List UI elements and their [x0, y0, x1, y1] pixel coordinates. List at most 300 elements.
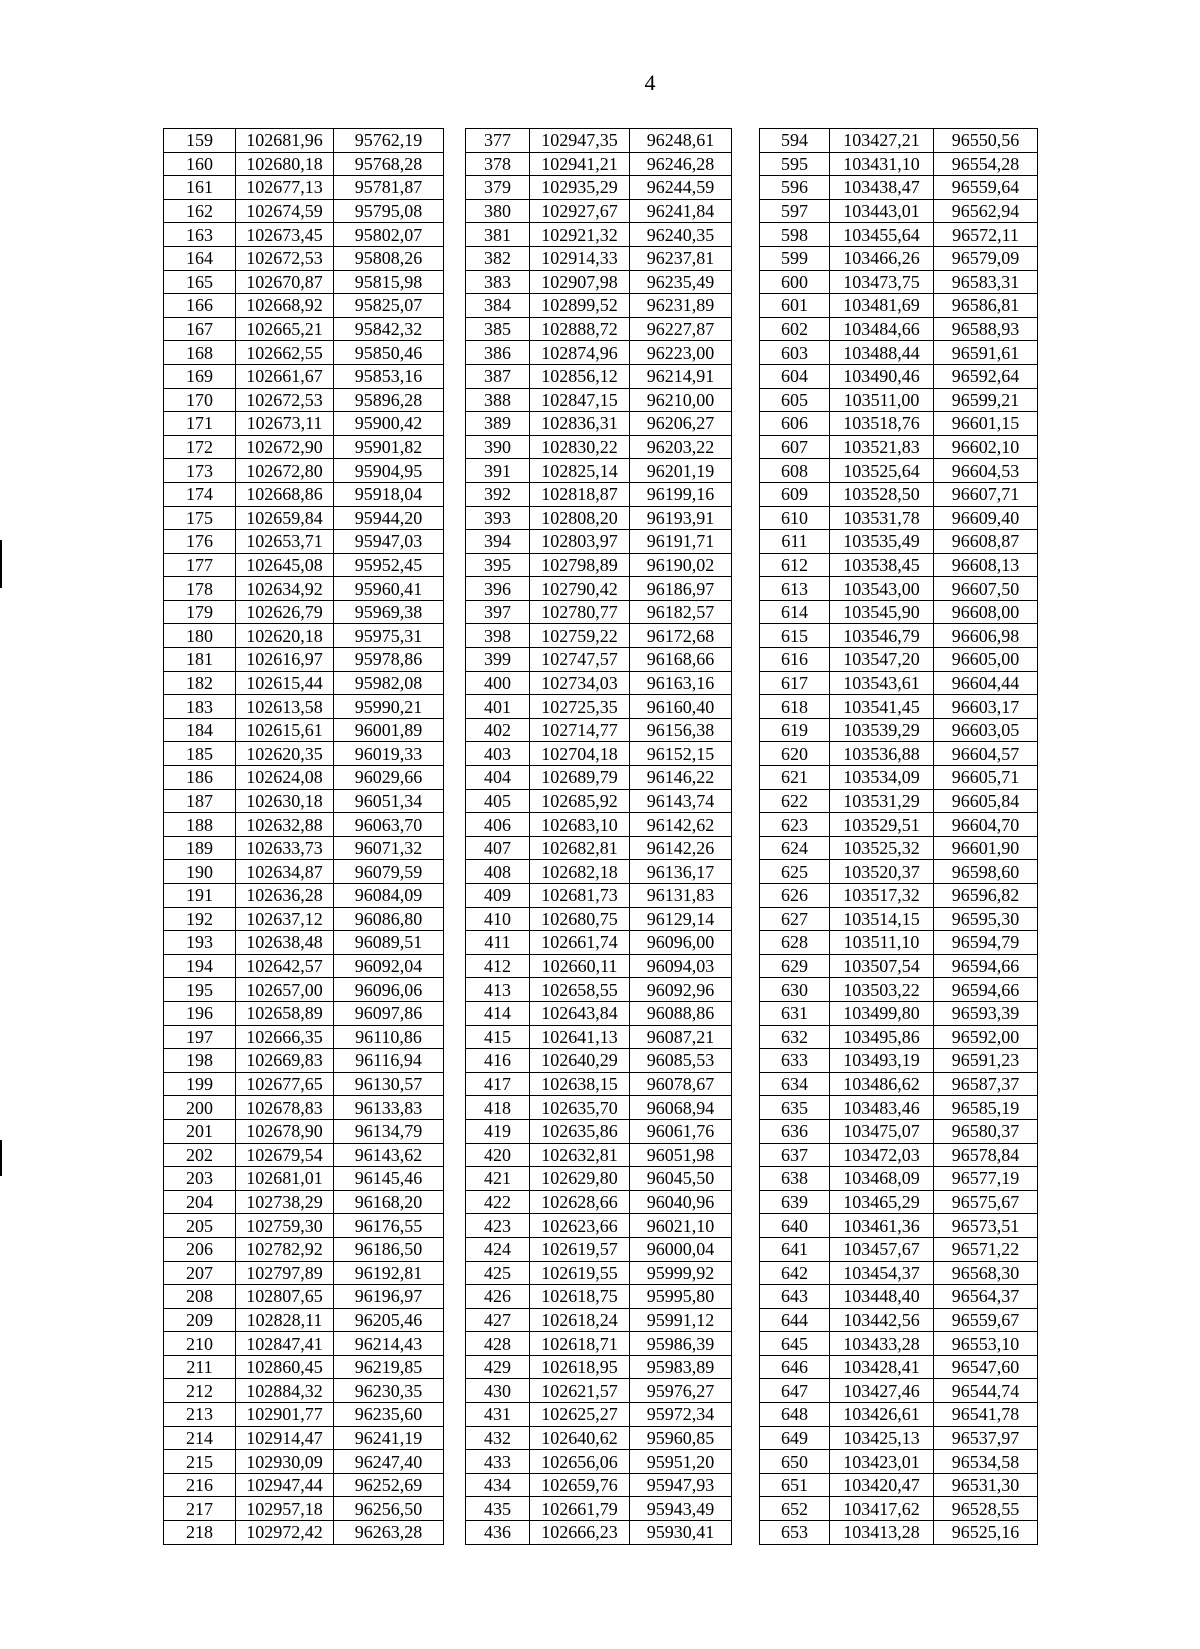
cell-point-number: 212 [164, 1379, 236, 1403]
cell-x-coordinate: 103425,13 [830, 1426, 934, 1450]
cell-point-number: 621 [760, 766, 830, 790]
cell-point-number: 180 [164, 624, 236, 648]
cell-y-coordinate: 96168,20 [334, 1190, 444, 1214]
cell-y-coordinate: 96086,80 [334, 907, 444, 931]
cell-y-coordinate: 96248,61 [630, 129, 732, 153]
cell-point-number: 651 [760, 1473, 830, 1497]
cell-point-number: 397 [466, 600, 530, 624]
cell-point-number: 604 [760, 364, 830, 388]
cell-point-number: 194 [164, 954, 236, 978]
cell-y-coordinate: 96235,60 [334, 1403, 444, 1427]
cell-y-coordinate: 96214,43 [334, 1332, 444, 1356]
column-separator [732, 1001, 760, 1025]
table-row [164, 506, 1038, 530]
cell-point-number: 380 [466, 199, 530, 223]
cell-point-number: 414 [466, 1001, 530, 1025]
cell-y-coordinate: 96588,93 [934, 317, 1038, 341]
column-separator [444, 1497, 466, 1521]
cell-y-coordinate: 96572,11 [934, 223, 1038, 247]
cell-point-number: 612 [760, 553, 830, 577]
column-separator [732, 270, 760, 294]
column-separator [732, 1332, 760, 1356]
cell-point-number: 435 [466, 1497, 530, 1521]
cell-x-coordinate: 102930,09 [236, 1450, 334, 1474]
table-row [164, 789, 1038, 813]
cell-x-coordinate: 103481,69 [830, 294, 934, 318]
cell-x-coordinate: 102665,21 [236, 317, 334, 341]
cell-x-coordinate: 102677,13 [236, 176, 334, 200]
cell-point-number: 432 [466, 1426, 530, 1450]
cell-x-coordinate: 102874,96 [530, 341, 630, 365]
cell-point-number: 396 [466, 577, 530, 601]
cell-x-coordinate: 103442,56 [830, 1308, 934, 1332]
cell-x-coordinate: 102683,10 [530, 813, 630, 837]
table-row [164, 1473, 1038, 1497]
column-separator [444, 1072, 466, 1096]
cell-point-number: 383 [466, 270, 530, 294]
cell-x-coordinate: 103465,29 [830, 1190, 934, 1214]
cell-point-number: 387 [466, 364, 530, 388]
cell-x-coordinate: 102635,70 [530, 1096, 630, 1120]
cell-x-coordinate: 102656,06 [530, 1450, 630, 1474]
cell-y-coordinate: 96219,85 [334, 1355, 444, 1379]
cell-point-number: 182 [164, 671, 236, 695]
table-row [164, 553, 1038, 577]
cell-point-number: 622 [760, 789, 830, 813]
table-row [164, 482, 1038, 506]
cell-x-coordinate: 103547,20 [830, 648, 934, 672]
cell-y-coordinate: 95969,38 [334, 600, 444, 624]
cell-y-coordinate: 96605,84 [934, 789, 1038, 813]
cell-y-coordinate: 96160,40 [630, 695, 732, 719]
column-separator [444, 1450, 466, 1474]
cell-x-coordinate: 102620,18 [236, 624, 334, 648]
cell-x-coordinate: 103543,61 [830, 671, 934, 695]
cell-y-coordinate: 95781,87 [334, 176, 444, 200]
cell-x-coordinate: 103531,29 [830, 789, 934, 813]
cell-y-coordinate: 96045,50 [630, 1167, 732, 1191]
cell-x-coordinate: 102657,00 [236, 978, 334, 1002]
cell-x-coordinate: 102658,55 [530, 978, 630, 1002]
cell-x-coordinate: 102672,53 [236, 246, 334, 270]
cell-point-number: 403 [466, 742, 530, 766]
cell-x-coordinate: 102782,92 [236, 1237, 334, 1261]
cell-x-coordinate: 102935,29 [530, 176, 630, 200]
column-separator [444, 1355, 466, 1379]
cell-y-coordinate: 95795,08 [334, 199, 444, 223]
table-row [164, 246, 1038, 270]
cell-point-number: 415 [466, 1025, 530, 1049]
cell-point-number: 195 [164, 978, 236, 1002]
cell-x-coordinate: 103521,83 [830, 435, 934, 459]
cell-point-number: 603 [760, 341, 830, 365]
cell-x-coordinate: 102619,57 [530, 1237, 630, 1261]
cell-y-coordinate: 96263,28 [334, 1521, 444, 1545]
cell-point-number: 601 [760, 294, 830, 318]
column-separator [732, 482, 760, 506]
cell-point-number: 164 [164, 246, 236, 270]
column-separator [732, 1190, 760, 1214]
cell-x-coordinate: 102661,79 [530, 1497, 630, 1521]
table-row [164, 459, 1038, 483]
cell-point-number: 210 [164, 1332, 236, 1356]
cell-x-coordinate: 102888,72 [530, 317, 630, 341]
cell-point-number: 218 [164, 1521, 236, 1545]
column-separator [444, 553, 466, 577]
cell-y-coordinate: 96163,16 [630, 671, 732, 695]
cell-y-coordinate: 96029,66 [334, 766, 444, 790]
cell-x-coordinate: 103546,79 [830, 624, 934, 648]
column-separator [444, 954, 466, 978]
cell-x-coordinate: 103486,62 [830, 1072, 934, 1096]
cell-point-number: 631 [760, 1001, 830, 1025]
cell-y-coordinate: 96580,37 [934, 1119, 1038, 1143]
cell-y-coordinate: 96071,32 [334, 836, 444, 860]
cell-x-coordinate: 102640,62 [530, 1426, 630, 1450]
cell-x-coordinate: 102818,87 [530, 482, 630, 506]
cell-y-coordinate: 96136,17 [630, 860, 732, 884]
cell-point-number: 183 [164, 695, 236, 719]
cell-x-coordinate: 102632,81 [530, 1143, 630, 1167]
cell-y-coordinate: 96587,37 [934, 1072, 1038, 1096]
cell-y-coordinate: 95975,31 [334, 624, 444, 648]
cell-x-coordinate: 102618,95 [530, 1355, 630, 1379]
cell-x-coordinate: 102640,29 [530, 1049, 630, 1073]
column-separator [732, 907, 760, 931]
cell-x-coordinate: 102618,71 [530, 1332, 630, 1356]
cell-x-coordinate: 102914,33 [530, 246, 630, 270]
cell-y-coordinate: 96084,09 [334, 884, 444, 908]
cell-y-coordinate: 95982,08 [334, 671, 444, 695]
table-row [164, 317, 1038, 341]
cell-y-coordinate: 96577,19 [934, 1167, 1038, 1191]
cell-point-number: 407 [466, 836, 530, 860]
column-separator [732, 246, 760, 270]
cell-y-coordinate: 96601,90 [934, 836, 1038, 860]
cell-point-number: 188 [164, 813, 236, 837]
table-row [164, 176, 1038, 200]
cell-x-coordinate: 103514,15 [830, 907, 934, 931]
column-separator [732, 1119, 760, 1143]
column-separator [732, 459, 760, 483]
column-separator [444, 270, 466, 294]
cell-x-coordinate: 102734,03 [530, 671, 630, 695]
cell-y-coordinate: 96051,98 [630, 1143, 732, 1167]
cell-y-coordinate: 96142,26 [630, 836, 732, 860]
cell-point-number: 382 [466, 246, 530, 270]
cell-x-coordinate: 103511,00 [830, 388, 934, 412]
column-separator [444, 1426, 466, 1450]
cell-y-coordinate: 96591,23 [934, 1049, 1038, 1073]
cell-y-coordinate: 96156,38 [630, 718, 732, 742]
cell-y-coordinate: 96603,17 [934, 695, 1038, 719]
cell-y-coordinate: 96087,21 [630, 1025, 732, 1049]
column-separator [444, 766, 466, 790]
cell-x-coordinate: 103539,29 [830, 718, 934, 742]
cell-y-coordinate: 95991,12 [630, 1308, 732, 1332]
cell-y-coordinate: 95999,92 [630, 1261, 732, 1285]
column-separator [732, 1379, 760, 1403]
cell-x-coordinate: 103466,26 [830, 246, 934, 270]
cell-y-coordinate: 95808,26 [334, 246, 444, 270]
cell-x-coordinate: 103472,03 [830, 1143, 934, 1167]
table-row [164, 1119, 1038, 1143]
cell-x-coordinate: 102658,89 [236, 1001, 334, 1025]
cell-x-coordinate: 102619,55 [530, 1261, 630, 1285]
cell-y-coordinate: 96554,28 [934, 152, 1038, 176]
table-row [164, 954, 1038, 978]
cell-point-number: 201 [164, 1119, 236, 1143]
cell-point-number: 170 [164, 388, 236, 412]
cell-y-coordinate: 96604,70 [934, 813, 1038, 837]
cell-x-coordinate: 103525,32 [830, 836, 934, 860]
cell-y-coordinate: 96061,76 [630, 1119, 732, 1143]
cell-y-coordinate: 96079,59 [334, 860, 444, 884]
table-row [164, 1355, 1038, 1379]
cell-point-number: 204 [164, 1190, 236, 1214]
cell-y-coordinate: 96134,79 [334, 1119, 444, 1143]
cell-y-coordinate: 96240,35 [630, 223, 732, 247]
cell-point-number: 638 [760, 1167, 830, 1191]
column-separator [732, 435, 760, 459]
column-separator [444, 1167, 466, 1191]
column-separator [444, 695, 466, 719]
cell-y-coordinate: 96116,94 [334, 1049, 444, 1073]
column-separator [732, 1096, 760, 1120]
scan-edge-mark [0, 1140, 2, 1176]
column-separator [732, 766, 760, 790]
cell-x-coordinate: 102660,11 [530, 954, 630, 978]
column-separator [444, 482, 466, 506]
cell-y-coordinate: 96593,39 [934, 1001, 1038, 1025]
cell-y-coordinate: 96152,15 [630, 742, 732, 766]
cell-x-coordinate: 102682,81 [530, 836, 630, 860]
cell-x-coordinate: 103493,19 [830, 1049, 934, 1073]
cell-x-coordinate: 102856,12 [530, 364, 630, 388]
cell-y-coordinate: 95904,95 [334, 459, 444, 483]
cell-point-number: 213 [164, 1403, 236, 1427]
cell-y-coordinate: 96599,21 [934, 388, 1038, 412]
cell-point-number: 189 [164, 836, 236, 860]
column-separator [444, 506, 466, 530]
cell-point-number: 173 [164, 459, 236, 483]
cell-y-coordinate: 95952,45 [334, 553, 444, 577]
cell-point-number: 196 [164, 1001, 236, 1025]
cell-y-coordinate: 96088,86 [630, 1001, 732, 1025]
column-separator [444, 223, 466, 247]
cell-x-coordinate: 103473,75 [830, 270, 934, 294]
cell-point-number: 620 [760, 742, 830, 766]
cell-x-coordinate: 102780,77 [530, 600, 630, 624]
cell-y-coordinate: 96193,91 [630, 506, 732, 530]
cell-point-number: 618 [760, 695, 830, 719]
cell-point-number: 595 [760, 152, 830, 176]
column-separator [732, 1214, 760, 1238]
table-row [164, 1379, 1038, 1403]
cell-point-number: 384 [466, 294, 530, 318]
cell-point-number: 422 [466, 1190, 530, 1214]
cell-y-coordinate: 96063,70 [334, 813, 444, 837]
cell-y-coordinate: 95762,19 [334, 129, 444, 153]
scan-edge-mark [0, 540, 2, 588]
cell-y-coordinate: 96575,67 [934, 1190, 1038, 1214]
cell-point-number: 402 [466, 718, 530, 742]
cell-x-coordinate: 102666,35 [236, 1025, 334, 1049]
column-separator [732, 199, 760, 223]
cell-x-coordinate: 103495,86 [830, 1025, 934, 1049]
cell-point-number: 611 [760, 530, 830, 554]
column-separator [444, 176, 466, 200]
cell-y-coordinate: 96606,98 [934, 624, 1038, 648]
cell-y-coordinate: 96608,87 [934, 530, 1038, 554]
cell-point-number: 417 [466, 1072, 530, 1096]
cell-y-coordinate: 96598,60 [934, 860, 1038, 884]
cell-y-coordinate: 96607,71 [934, 482, 1038, 506]
cell-point-number: 162 [164, 199, 236, 223]
table-row [164, 1214, 1038, 1238]
cell-y-coordinate: 96186,97 [630, 577, 732, 601]
cell-x-coordinate: 103427,21 [830, 129, 934, 153]
cell-point-number: 209 [164, 1308, 236, 1332]
cell-point-number: 405 [466, 789, 530, 813]
column-separator [444, 836, 466, 860]
column-separator [444, 435, 466, 459]
cell-point-number: 199 [164, 1072, 236, 1096]
column-separator [444, 1143, 466, 1167]
cell-x-coordinate: 102618,75 [530, 1285, 630, 1309]
cell-point-number: 404 [466, 766, 530, 790]
cell-point-number: 174 [164, 482, 236, 506]
cell-x-coordinate: 102860,45 [236, 1355, 334, 1379]
cell-x-coordinate: 102624,08 [236, 766, 334, 790]
cell-x-coordinate: 102678,90 [236, 1119, 334, 1143]
column-separator [732, 1450, 760, 1474]
table-row [164, 671, 1038, 695]
cell-y-coordinate: 96176,55 [334, 1214, 444, 1238]
cell-point-number: 175 [164, 506, 236, 530]
cell-x-coordinate: 103454,37 [830, 1261, 934, 1285]
table-row [164, 624, 1038, 648]
cell-y-coordinate: 96131,83 [630, 884, 732, 908]
cell-point-number: 434 [466, 1473, 530, 1497]
cell-y-coordinate: 96604,53 [934, 459, 1038, 483]
cell-y-coordinate: 95850,46 [334, 341, 444, 365]
column-separator [444, 1190, 466, 1214]
cell-x-coordinate: 102634,92 [236, 577, 334, 601]
cell-x-coordinate: 102653,71 [236, 530, 334, 554]
column-separator [732, 1403, 760, 1427]
cell-x-coordinate: 102884,32 [236, 1379, 334, 1403]
column-separator [732, 813, 760, 837]
cell-x-coordinate: 103488,44 [830, 341, 934, 365]
cell-y-coordinate: 95990,21 [334, 695, 444, 719]
cell-x-coordinate: 103529,51 [830, 813, 934, 837]
table-row [164, 907, 1038, 931]
cell-y-coordinate: 96096,06 [334, 978, 444, 1002]
cell-x-coordinate: 102927,67 [530, 199, 630, 223]
column-separator [444, 388, 466, 412]
cell-point-number: 177 [164, 553, 236, 577]
cell-y-coordinate: 96001,89 [334, 718, 444, 742]
column-separator [732, 1308, 760, 1332]
cell-x-coordinate: 102921,32 [530, 223, 630, 247]
cell-y-coordinate: 96601,15 [934, 412, 1038, 436]
cell-point-number: 207 [164, 1261, 236, 1285]
cell-y-coordinate: 96247,40 [334, 1450, 444, 1474]
cell-y-coordinate: 96528,55 [934, 1497, 1038, 1521]
column-separator [732, 1521, 760, 1545]
cell-point-number: 184 [164, 718, 236, 742]
column-separator [444, 1403, 466, 1427]
cell-point-number: 427 [466, 1308, 530, 1332]
table-row [164, 388, 1038, 412]
cell-point-number: 410 [466, 907, 530, 931]
cell-x-coordinate: 102636,28 [236, 884, 334, 908]
column-separator [444, 1025, 466, 1049]
cell-point-number: 599 [760, 246, 830, 270]
cell-x-coordinate: 102685,92 [530, 789, 630, 813]
cell-point-number: 198 [164, 1049, 236, 1073]
cell-y-coordinate: 96203,22 [630, 435, 732, 459]
cell-y-coordinate: 96608,13 [934, 553, 1038, 577]
cell-y-coordinate: 96145,46 [334, 1167, 444, 1191]
cell-x-coordinate: 103538,45 [830, 553, 934, 577]
cell-point-number: 412 [466, 954, 530, 978]
cell-x-coordinate: 102659,76 [530, 1473, 630, 1497]
cell-y-coordinate: 96168,66 [630, 648, 732, 672]
cell-point-number: 389 [466, 412, 530, 436]
cell-y-coordinate: 95842,32 [334, 317, 444, 341]
cell-x-coordinate: 102666,23 [530, 1521, 630, 1545]
column-separator [444, 412, 466, 436]
cell-point-number: 634 [760, 1072, 830, 1096]
cell-x-coordinate: 102677,65 [236, 1072, 334, 1096]
column-separator [444, 577, 466, 601]
cell-y-coordinate: 95986,39 [630, 1332, 732, 1356]
table-row [164, 294, 1038, 318]
column-separator [444, 1473, 466, 1497]
cell-y-coordinate: 96586,81 [934, 294, 1038, 318]
cell-point-number: 159 [164, 129, 236, 153]
cell-y-coordinate: 96559,64 [934, 176, 1038, 200]
cell-y-coordinate: 96583,31 [934, 270, 1038, 294]
column-separator [732, 223, 760, 247]
cell-y-coordinate: 96246,28 [630, 152, 732, 176]
cell-point-number: 649 [760, 1426, 830, 1450]
cell-x-coordinate: 102914,47 [236, 1426, 334, 1450]
cell-point-number: 626 [760, 884, 830, 908]
column-separator [732, 176, 760, 200]
column-separator [444, 341, 466, 365]
column-separator [444, 1261, 466, 1285]
cell-point-number: 635 [760, 1096, 830, 1120]
cell-x-coordinate: 102643,84 [530, 1001, 630, 1025]
cell-point-number: 652 [760, 1497, 830, 1521]
cell-x-coordinate: 102659,84 [236, 506, 334, 530]
column-separator [732, 506, 760, 530]
cell-point-number: 395 [466, 553, 530, 577]
cell-point-number: 607 [760, 435, 830, 459]
cell-y-coordinate: 96591,61 [934, 341, 1038, 365]
column-separator [732, 695, 760, 719]
page-number: 4 [644, 70, 656, 95]
column-separator [444, 718, 466, 742]
cell-y-coordinate: 96186,50 [334, 1237, 444, 1261]
cell-x-coordinate: 102672,80 [236, 459, 334, 483]
cell-y-coordinate: 95951,20 [630, 1450, 732, 1474]
cell-y-coordinate: 96143,62 [334, 1143, 444, 1167]
cell-y-coordinate: 96531,30 [934, 1473, 1038, 1497]
